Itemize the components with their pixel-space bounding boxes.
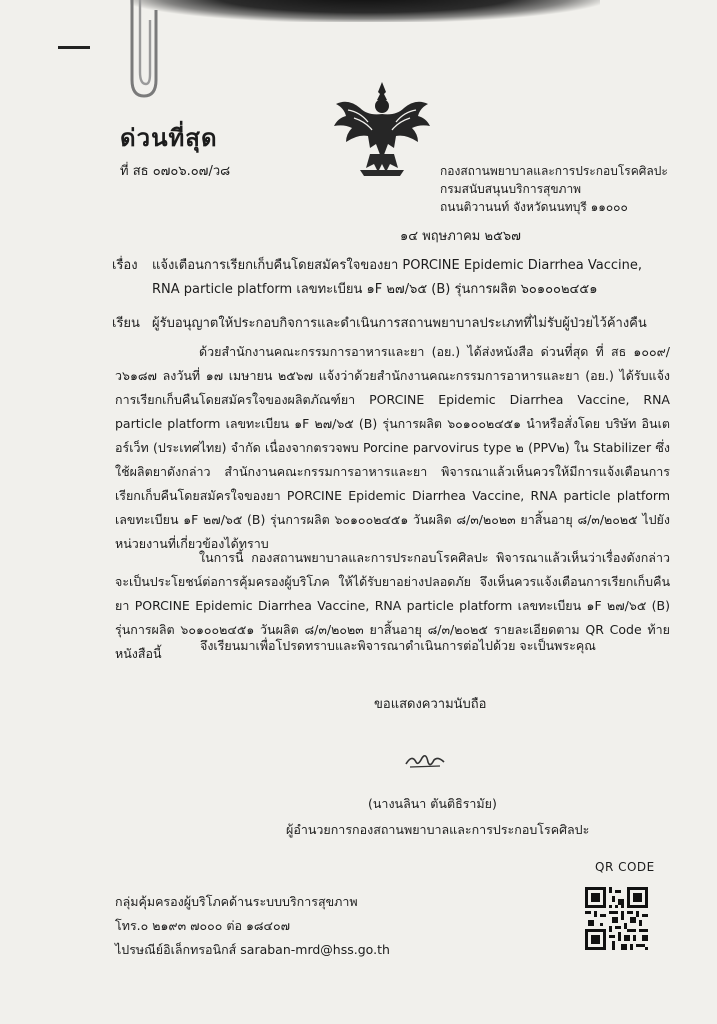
subject-text: แจ้งเตือนการเรียกเก็บคืนโดยสมัครใจของยา PORCINE Epidemic Diarrhea Vaccine, RNA particle platform เลขทะเบียน ๑F ๒๗/๖๕ (B) รุ่นการผลิต ๖๐๑๐๐๒๔๕๑: [152, 258, 643, 297]
contact-block: [115, 890, 390, 962]
document-number: ที่ สธ ๐๗๐๖.๐๗/ว๘: [120, 164, 231, 179]
body-paragraph-3: จึงเรียนมาเพื่อโปรดทราบและพิจารณาดำเนินการต่อไปด้วย จะเป็นพระคุณ: [200, 638, 596, 653]
subject-label: เรื่อง: [112, 258, 138, 273]
contact-phone: โทร.๐ ๒๑๙๓ ๗๐๐๐ ต่อ ๑๘๔๐๗: [115, 918, 291, 933]
garuda-emblem-icon: [330, 78, 434, 178]
issuer-division: กองสถานพยาบาลและการประกอบโรคศิลปะ: [440, 164, 668, 178]
body-paragraph-1: ด้วยสำนักงานคณะกรรมการอาหารและยา (อย.) ได้ส่งหนังสือ ด่วนที่สุด ที่ สธ ๑๐๐๙/ ว๖๑๘๗ ลงวันที่ ๑๗ เมษายน ๒๕๖๗ แจ้งว่าด้วยสำนักงานคณะกรรมการอาหารและยา (อย.) ได้รับแจ้งการเรียกเก็บคืนโดยสมัครใจของผลิตภัณฑ์ยา PORCINE Epidemic Diarrhea Vaccine, RNA particle platform เลขทะเบียน ๑F ๒๗/๖๕ (B) รุ่นการผลิต ๖๐๑๐๐๒๔๕๑ นำหรือสั่งโดย บริษัท อินเตอร์เว็ท (ประเทศไทย) จำกัด เนื่องจากตรวจพบ Porcine parvovirus type ๒ (PPV๒) ใน Stabilizer ซึ่งใช้ผลิตยาดังกล่าว สำนักงานคณะกรรมการอาหารและยา พิจารณาแล้วเห็นควรให้มีการแจ้งเตือนการเรียกเก็บคืนโดยสมัครใจของยา PORCINE Epidemic Diarrhea Vaccine, RNA particle platform เลขทะเบียน ๑F ๒๗/๖๕ (B) รุ่นการผลิต ๖๐๑๐๐๒๔๕๑ วันผลิต ๘/๓/๒๐๒๓ ยาสิ้นอายุ ๘/๓/๒๐๒๕ ไปยังหน่วยงานที่เกี่ยวข้องได้ทราบ: [115, 344, 670, 551]
subject-line: [112, 254, 672, 302]
qr-code[interactable]: [585, 887, 648, 950]
qr-label: QR CODE: [595, 860, 655, 874]
signatory-title: ผู้อำนวยการกองสถานพยาบาลและการประกอบโรคศิลปะ: [286, 822, 590, 837]
urgency-heading: ด่วนที่สุด: [120, 124, 218, 152]
paperclip-icon: [118, 0, 166, 102]
recipient-line: [112, 312, 682, 333]
issuer-block: [440, 162, 668, 216]
handwritten-signature: [404, 752, 446, 770]
recipient-label: เรียน: [112, 316, 140, 331]
scan-shadow: [130, 0, 600, 22]
pen-mark: [58, 46, 90, 49]
contact-unit: กลุ่มคุ้มครองผู้บริโภคด้านระบบบริการสุขภาพ: [115, 894, 358, 909]
closing-phrase: ขอแสดงความนับถือ: [374, 697, 487, 712]
body-paragraph-2: ในการนี้ กองสถานพยาบาลและการประกอบโรคศิลปะ พิจารณาแล้วเห็นว่าเรื่องดังกล่าวจะเป็นประโยชน์ต่อการคุ้มครองผู้บริโภค ให้ได้รับยาอย่างปลอดภัย จึงเห็นควรแจ้งเตือนการเรียกเก็บคืนยา PORCINE Epidemic Diarrhea Vaccine, RNA particle platform เลขทะเบียน ๑F ๒๗/๖๕ (B) รุ่นการผลิต ๖๐๑๐๐๒๔๕๑ วันผลิต ๘/๓/๒๐๒๓ ยาสิ้นอายุ ๘/๓/๒๐๒๕ รายละเอียดตาม QR Code ท้ายหนังสือนี้: [115, 550, 670, 661]
contact-email: ไปรษณีย์อิเล็กทรอนิกส์ saraban-mrd@hss.go.th: [115, 942, 390, 957]
signatory-name: (นางนลินา ตันติธิรามัย): [368, 796, 497, 811]
issuer-address: ถนนติวานนท์ จังหวัดนนทบุรี ๑๑๐๐๐: [440, 200, 628, 214]
recipient-text: ผู้รับอนุญาตให้ประกอบกิจการและดำเนินการสถานพยาบาลประเภทที่ไม่รับผู้ป่วยไว้ค้างคืน: [152, 316, 647, 331]
issuer-department: กรมสนับสนุนบริการสุขภาพ: [440, 182, 582, 196]
document-date: ๑๔ พฤษภาคม ๒๕๖๗: [400, 229, 521, 244]
